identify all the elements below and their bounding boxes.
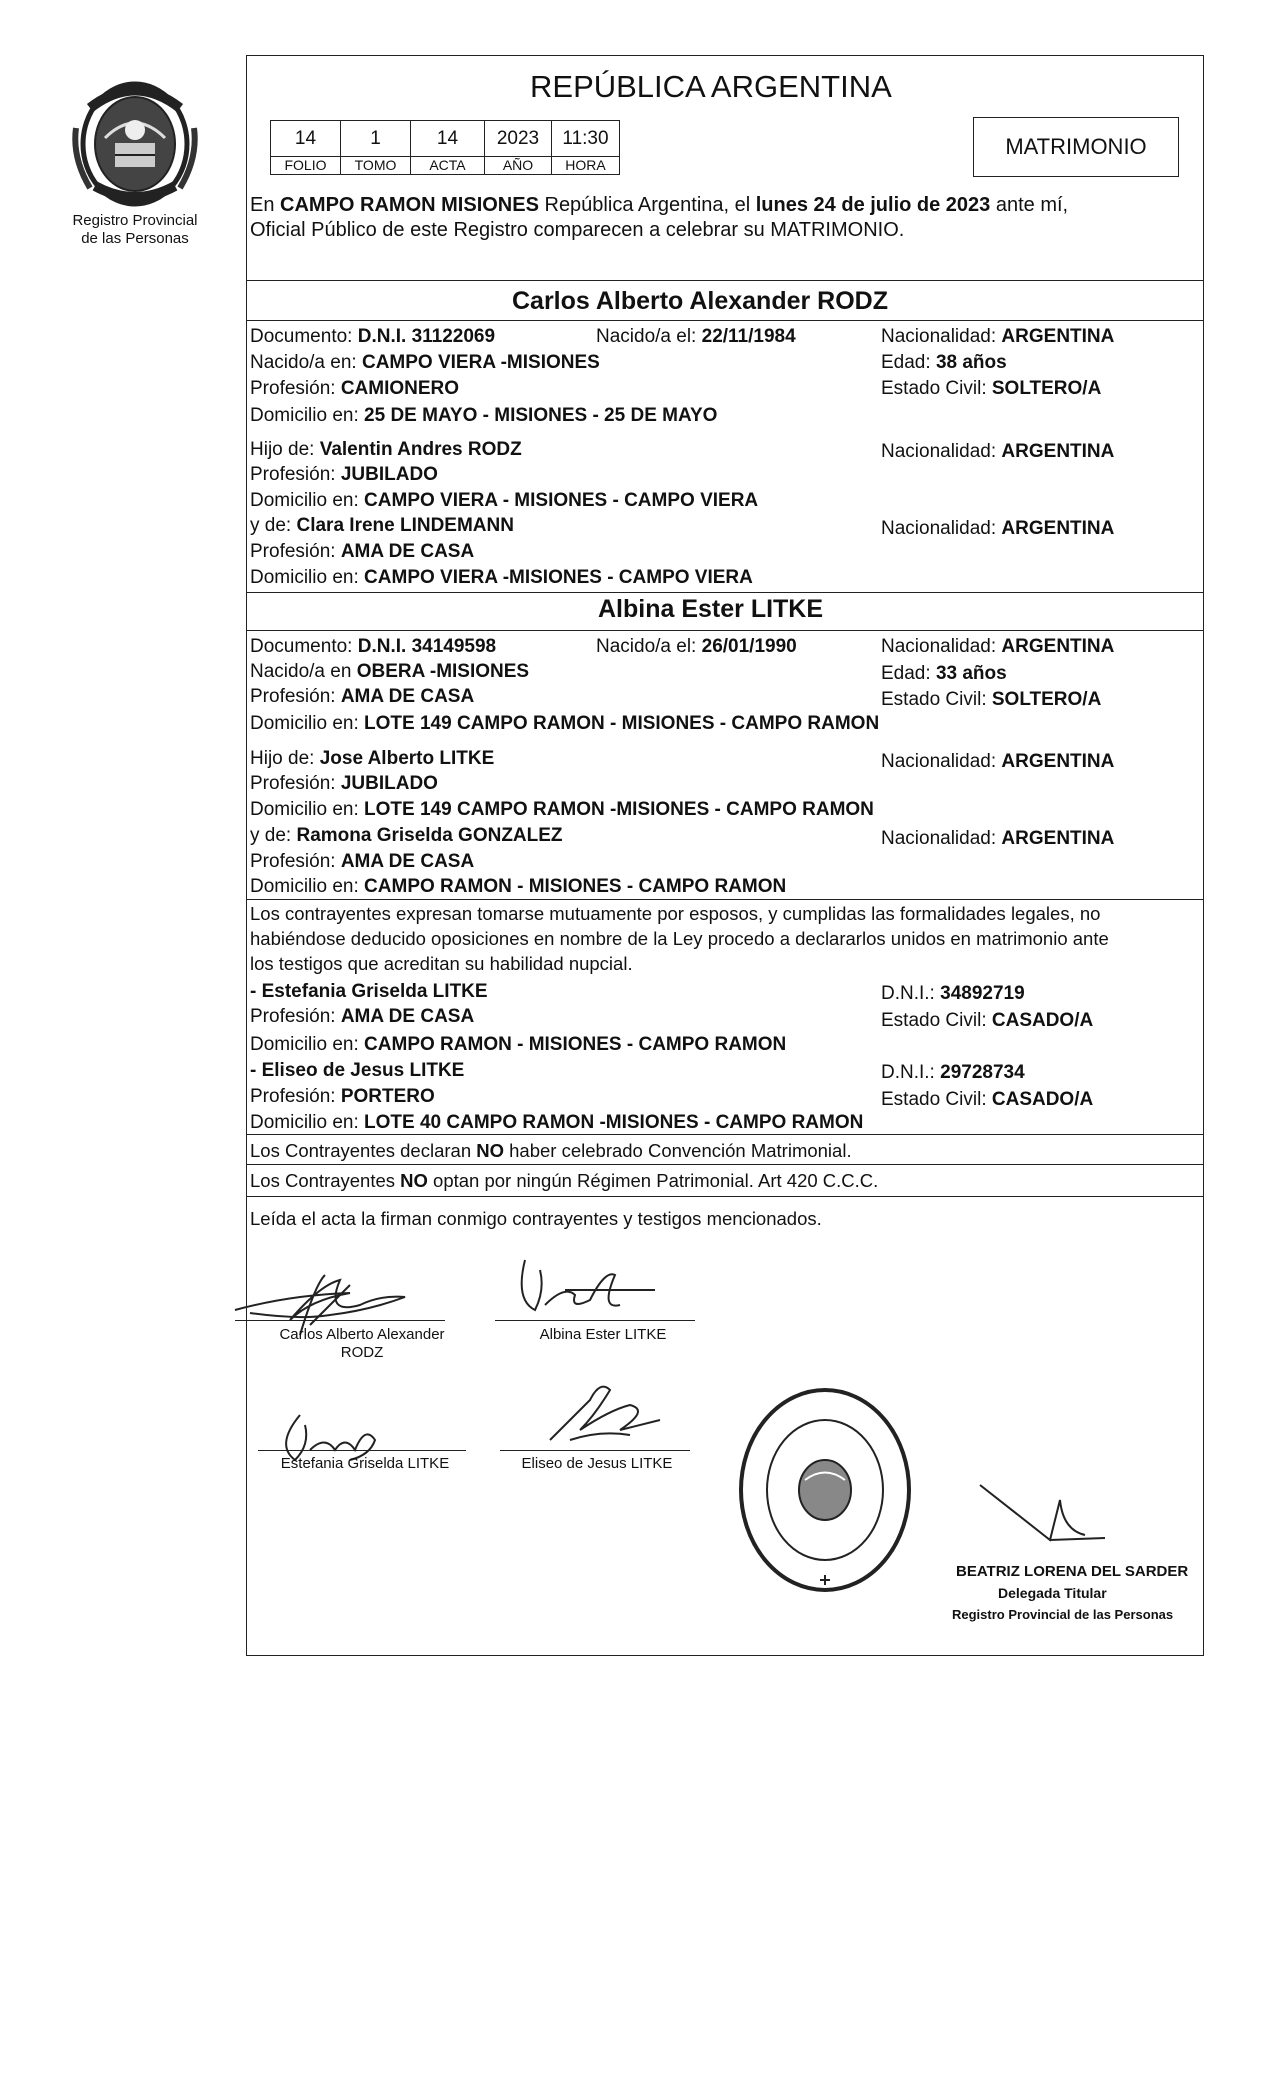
label: Profesión: bbox=[250, 773, 341, 794]
logo-caption-line1: Registro Provincial bbox=[72, 212, 198, 229]
divider bbox=[246, 592, 1204, 593]
signature-line bbox=[495, 1320, 695, 1321]
value: CAMPO VIERA - MISIONES - CAMPO VIERA bbox=[364, 490, 759, 511]
label: Documento: bbox=[250, 636, 358, 657]
label: Domicilio en: bbox=[250, 1034, 365, 1055]
label: Domicilio en: bbox=[250, 876, 365, 897]
value: Clara Irene LINDEMANN bbox=[296, 515, 514, 536]
label: Profesión: bbox=[250, 1086, 341, 1107]
value: JUBILADO bbox=[340, 464, 438, 485]
text: NO bbox=[400, 1170, 428, 1191]
value: 38 años bbox=[935, 352, 1007, 373]
convention-line1 bbox=[250, 1140, 852, 1162]
value: ARGENTINA bbox=[1001, 828, 1115, 849]
spouse2-padre-prof bbox=[250, 773, 438, 795]
spouse1-padre-prof bbox=[250, 464, 438, 486]
value: AMA DE CASA bbox=[340, 541, 475, 562]
label: Profesión: bbox=[250, 378, 341, 399]
text: haber celebrado Convención Matrimonial. bbox=[504, 1140, 852, 1161]
divider bbox=[246, 280, 1204, 281]
anio-value: 2023 bbox=[484, 120, 552, 157]
label: Profesión: bbox=[250, 1006, 341, 1027]
spouse1-madre-dom bbox=[250, 567, 753, 589]
spouse2-padre-dom bbox=[250, 799, 874, 821]
label: Documento: bbox=[250, 326, 358, 347]
official-stamp-icon bbox=[735, 1385, 915, 1595]
tomo-label: TOMO bbox=[340, 156, 411, 175]
text: optan por ningún Régimen Patrimonial. Art 420 C.C.C. bbox=[427, 1170, 879, 1191]
label: Estado Civil: bbox=[881, 1089, 992, 1110]
spouse2-nacido-el bbox=[596, 636, 797, 658]
label: y de: bbox=[250, 825, 297, 846]
label: Nacionalidad: bbox=[881, 828, 1002, 849]
intro-place: CAMPO RAMON MISIONES bbox=[280, 194, 539, 216]
spouse2-padre bbox=[250, 748, 494, 770]
tomo-value: 1 bbox=[340, 120, 411, 157]
spouse1-padre-dom bbox=[250, 490, 758, 512]
label: Domicilio en: bbox=[250, 799, 365, 820]
anio-label: AÑO bbox=[484, 156, 552, 175]
signature-line bbox=[500, 1450, 690, 1451]
label: Domicilio en: bbox=[250, 713, 365, 734]
witness2-estado bbox=[881, 1089, 1093, 1111]
spouse2-madre-prof bbox=[250, 851, 474, 873]
spouse2-madre-dom bbox=[250, 876, 786, 898]
label: y de: bbox=[250, 515, 297, 536]
value: CAMPO VIERA -MISIONES bbox=[361, 352, 600, 373]
signature-caption-spouse1 bbox=[262, 1326, 462, 1362]
value: Valentin Andres RODZ bbox=[319, 439, 522, 460]
intro-mid: República Argentina, el bbox=[538, 194, 756, 216]
divider bbox=[246, 630, 1204, 631]
value: D.N.I. 34149598 bbox=[357, 636, 497, 657]
spouse1-nacionalidad bbox=[881, 326, 1114, 348]
text: Los Contrayentes bbox=[250, 1170, 401, 1191]
signature-caption-witness1: Estefania Griselda LITKE bbox=[280, 1455, 450, 1472]
value: ARGENTINA bbox=[1001, 751, 1115, 772]
witness2-profesion bbox=[250, 1086, 435, 1108]
value: SOLTERO/A bbox=[991, 378, 1102, 399]
spouse2-estado bbox=[881, 689, 1101, 711]
witness2-domicilio bbox=[250, 1112, 863, 1134]
text: NO bbox=[476, 1140, 504, 1161]
spouse2-nacionalidad bbox=[881, 636, 1114, 658]
value: PORTERO bbox=[340, 1086, 435, 1107]
spouse1-madre-nac bbox=[881, 518, 1114, 540]
spouse1-madre bbox=[250, 515, 514, 537]
spouse2-madre-nac bbox=[881, 828, 1114, 850]
value: 26/01/1990 bbox=[701, 636, 797, 657]
value: 34892719 bbox=[940, 983, 1025, 1004]
intro-date: lunes 24 de julio de 2023 bbox=[755, 194, 991, 216]
witness1-profesion bbox=[250, 1006, 474, 1028]
value: OBERA -MISIONES bbox=[356, 661, 530, 682]
value: LOTE 149 CAMPO RAMON - MISIONES - CAMPO RAMON bbox=[364, 713, 880, 734]
declaration-line1: Los contrayentes expresan tomarse mutuamente por esposos, y cumplidas las formalidades legales, no bbox=[250, 903, 1101, 924]
official-office: Registro Provincial de las Personas bbox=[952, 1607, 1174, 1622]
witness1-name: - Estefania Griselda LITKE bbox=[250, 981, 488, 1002]
signature-line bbox=[258, 1450, 466, 1451]
value: SOLTERO/A bbox=[991, 689, 1102, 710]
value: CAMPO VIERA -MISIONES - CAMPO VIERA bbox=[364, 567, 753, 588]
value: Jose Alberto LITKE bbox=[319, 748, 495, 769]
spouse1-profesion bbox=[250, 378, 459, 400]
witness1-estado bbox=[881, 1010, 1093, 1032]
spouse1-nacido-el bbox=[596, 326, 796, 348]
value: 22/11/1984 bbox=[701, 326, 796, 347]
label: Domicilio en: bbox=[250, 490, 365, 511]
spouse2-documento bbox=[250, 636, 496, 658]
signature-official bbox=[975, 1480, 1115, 1560]
label: Hijo de: bbox=[250, 439, 320, 460]
value: AMA DE CASA bbox=[340, 686, 475, 707]
folio-label: FOLIO bbox=[270, 156, 341, 175]
spouse1-name: Carlos Alberto Alexander RODZ bbox=[512, 287, 889, 315]
spouse1-domicilio bbox=[250, 405, 717, 427]
label: Nacionalidad: bbox=[881, 326, 1002, 347]
label: Hijo de: bbox=[250, 748, 320, 769]
label: Estado Civil: bbox=[881, 1010, 992, 1031]
label: Nacido/a en bbox=[250, 661, 357, 682]
divider bbox=[246, 1196, 1204, 1197]
signature-witness2 bbox=[540, 1370, 670, 1450]
declaration-line3: los testigos que acreditan su habilidad nupcial. bbox=[250, 953, 633, 974]
value: CAMPO RAMON - MISIONES - CAMPO RAMON bbox=[364, 876, 787, 897]
value: CAMIONERO bbox=[340, 378, 460, 399]
label: Nacionalidad: bbox=[881, 636, 1002, 657]
folio-value: 14 bbox=[270, 120, 341, 157]
signature-caption-witness2: Eliseo de Jesus LITKE bbox=[521, 1455, 673, 1472]
label: Edad: bbox=[881, 352, 936, 373]
label: Profesión: bbox=[250, 686, 341, 707]
value: CASADO/A bbox=[991, 1010, 1094, 1031]
provincial-logo bbox=[70, 78, 200, 213]
spouse2-padre-nac bbox=[881, 751, 1114, 773]
witness2-name: - Eliseo de Jesus LITKE bbox=[250, 1060, 465, 1081]
country-title: REPÚBLICA ARGENTINA bbox=[530, 69, 892, 104]
spouse2-edad bbox=[881, 663, 1007, 685]
label: Nacionalidad: bbox=[881, 441, 1002, 462]
spouse1-edad bbox=[881, 352, 1007, 374]
divider bbox=[246, 899, 1204, 900]
value: 29728734 bbox=[940, 1062, 1025, 1083]
value: AMA DE CASA bbox=[340, 851, 475, 872]
label: Profesión: bbox=[250, 541, 341, 562]
label: D.N.I.: bbox=[881, 1062, 941, 1083]
intro-line2: Oficial Público de este Registro comparecen a celebrar su MATRIMONIO. bbox=[250, 219, 905, 241]
label: Nacionalidad: bbox=[881, 751, 1002, 772]
label: Profesión: bbox=[250, 851, 341, 872]
logo-caption-line2: de las Personas bbox=[81, 230, 189, 247]
label: Nacido/a el: bbox=[596, 636, 702, 657]
signature-line bbox=[235, 1320, 445, 1321]
value: 25 DE MAYO - MISIONES - 25 DE MAYO bbox=[364, 405, 718, 426]
value: D.N.I. 31122069 bbox=[357, 326, 496, 347]
caption-line: RODZ bbox=[340, 1344, 384, 1361]
convention-line2 bbox=[250, 1170, 878, 1192]
spouse2-profesion bbox=[250, 686, 474, 708]
caption-line: Carlos Alberto Alexander bbox=[279, 1326, 445, 1343]
logo-caption bbox=[62, 212, 208, 248]
spouse1-padre bbox=[250, 439, 522, 461]
label: Domicilio en: bbox=[250, 405, 365, 426]
hora-value: 11:30 bbox=[551, 120, 620, 157]
divider bbox=[246, 320, 1204, 321]
intro-line1 bbox=[250, 194, 1068, 216]
coat-of-arms-icon bbox=[70, 78, 200, 213]
value: ARGENTINA bbox=[1001, 518, 1115, 539]
closing-text: Leída el acta la firman conmigo contrayentes y testigos mencionados. bbox=[250, 1208, 822, 1229]
value: 33 años bbox=[935, 663, 1007, 684]
label: Estado Civil: bbox=[881, 378, 992, 399]
witness2-dni bbox=[881, 1062, 1025, 1084]
value: CAMPO RAMON - MISIONES - CAMPO RAMON bbox=[364, 1034, 787, 1055]
spouse1-nacido-en bbox=[250, 352, 600, 374]
value: LOTE 40 CAMPO RAMON -MISIONES - CAMPO RAMON bbox=[364, 1112, 864, 1133]
value: ARGENTINA bbox=[1001, 636, 1115, 657]
label: Estado Civil: bbox=[881, 689, 992, 710]
text: Los Contrayentes declaran bbox=[250, 1140, 477, 1161]
value: CASADO/A bbox=[991, 1089, 1094, 1110]
witness1-domicilio bbox=[250, 1034, 786, 1056]
witness1-dni bbox=[881, 983, 1025, 1005]
divider bbox=[246, 1134, 1204, 1135]
label: D.N.I.: bbox=[881, 983, 941, 1004]
intro-prefix: En bbox=[250, 194, 281, 216]
intro-suffix: ante mí, bbox=[990, 194, 1069, 216]
label: Nacionalidad: bbox=[881, 518, 1002, 539]
value: ARGENTINA bbox=[1001, 441, 1115, 462]
hora-label: HORA bbox=[551, 156, 620, 175]
label: Domicilio en: bbox=[250, 1112, 365, 1133]
value: Ramona Griselda GONZALEZ bbox=[296, 825, 563, 846]
value: AMA DE CASA bbox=[340, 1006, 475, 1027]
label: Nacido/a el: bbox=[596, 326, 702, 347]
acta-label: ACTA bbox=[410, 156, 485, 175]
value: LOTE 149 CAMPO RAMON -MISIONES - CAMPO RAMON bbox=[364, 799, 874, 820]
official-title: Delegada Titular bbox=[998, 1585, 1107, 1601]
spouse1-estado bbox=[881, 378, 1101, 400]
acta-value: 14 bbox=[410, 120, 485, 157]
official-name: BEATRIZ LORENA DEL SARDER bbox=[956, 1563, 1189, 1580]
spouse2-nacido-en bbox=[250, 661, 529, 683]
spouse1-documento bbox=[250, 326, 495, 348]
spouse1-padre-nac bbox=[881, 441, 1114, 463]
label: Domicilio en: bbox=[250, 567, 365, 588]
record-type-box: MATRIMONIO bbox=[973, 117, 1179, 177]
signature-caption-spouse2: Albina Ester LITKE bbox=[539, 1326, 667, 1343]
spouse2-domicilio bbox=[250, 713, 879, 735]
declaration-line2: habiéndose deducido oposiciones en nombre de la Ley procedo a declararlos unidos en matrimonio ante bbox=[250, 928, 1109, 949]
spouse2-name: Albina Ester LITKE bbox=[598, 595, 824, 623]
value: ARGENTINA bbox=[1001, 326, 1115, 347]
label: Profesión: bbox=[250, 464, 341, 485]
label: Nacido/a en: bbox=[250, 352, 362, 373]
divider bbox=[246, 1164, 1204, 1165]
value: JUBILADO bbox=[340, 773, 438, 794]
spouse1-madre-prof bbox=[250, 541, 474, 563]
spouse2-madre bbox=[250, 825, 563, 847]
label: Edad: bbox=[881, 663, 936, 684]
